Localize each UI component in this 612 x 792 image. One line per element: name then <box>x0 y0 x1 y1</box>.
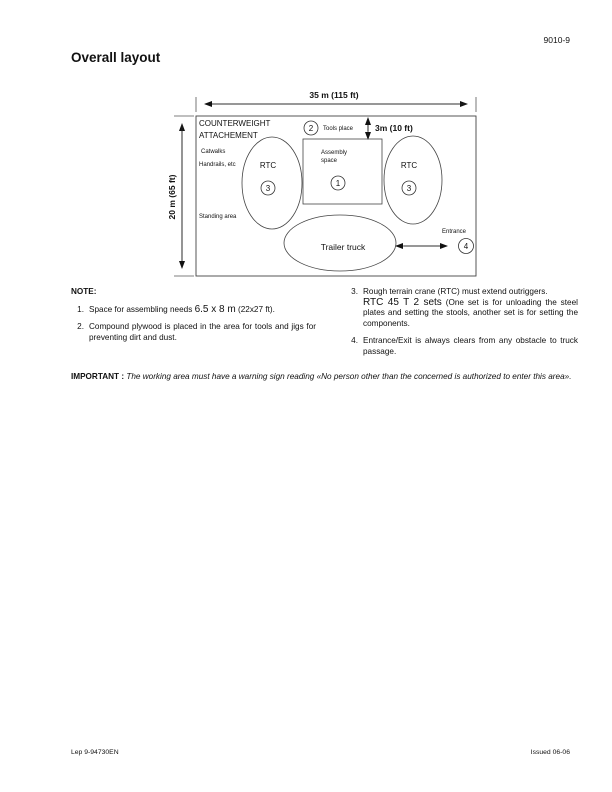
note-text-part: Rough terrain crane (RTC) must extend outriggers. <box>363 287 548 296</box>
assembly-number: 1 <box>335 179 341 188</box>
important-text: The working area must have a warning sign reading «No person other than the concerned is authorized to enter this area». <box>126 372 572 381</box>
footer-doc-ref: Lep 9-94730EN <box>71 749 119 756</box>
rtc-left-label: RTC <box>259 161 277 170</box>
tools-place <box>304 121 354 135</box>
note-text <box>89 305 316 316</box>
counterweight-label-line2: ATTACHEMENT <box>199 131 258 140</box>
counterweight-label-line1: COUNTERWEIGHT <box>199 119 271 128</box>
note-text: Compound plywood is placed in the area for tools and jigs for preventing dirt and dust. <box>89 322 316 342</box>
clearance-dimension <box>368 118 413 139</box>
important-label: IMPORTANT : <box>71 372 127 381</box>
note-number: 3. <box>351 287 358 296</box>
height-dimension <box>167 116 194 276</box>
note-item <box>346 287 578 329</box>
rtc-right-area <box>384 136 442 224</box>
height-dimension-label: 20 m (65 ft) <box>167 174 177 220</box>
note-text-part: Space for assembling needs <box>89 304 195 314</box>
entrance <box>396 229 474 254</box>
note-number: 2. <box>77 322 84 331</box>
assembly-space-area <box>303 139 382 204</box>
rtc-left-area <box>242 137 302 229</box>
note-text: Entrance/Exit is always clears from any obstacle to truck passage. <box>363 336 578 356</box>
note-item <box>346 336 578 357</box>
tools-place-label: Tools place <box>323 126 354 132</box>
note-number: 4. <box>351 336 358 345</box>
width-dimension-label: 35 m (115 ft) <box>309 90 359 100</box>
page-title: Overall layout <box>71 50 161 65</box>
entrance-number: 4 <box>463 242 469 251</box>
note-item <box>71 322 316 343</box>
rtc-right <box>384 136 442 224</box>
catwalks-label: Catwalks <box>201 149 226 155</box>
footer-issued: Issued 06-06 <box>530 749 570 756</box>
rtc-left <box>242 137 302 229</box>
tools-place-number: 2 <box>308 124 314 133</box>
rtc-left-number: 3 <box>265 184 271 193</box>
notes-heading: NOTE: <box>71 287 97 296</box>
handrails-label: Handrails, etc <box>199 162 236 168</box>
note-text <box>363 287 578 329</box>
clearance-label: 3m (10 ft) <box>375 123 413 133</box>
entrance-label: Entrance <box>441 229 467 235</box>
note-item <box>71 305 316 316</box>
assembly-space <box>303 139 382 204</box>
assembly-label-line1: Assembly <box>321 150 348 156</box>
notes-right-column <box>346 287 578 364</box>
width-dimension <box>196 90 476 112</box>
site-boundary <box>196 116 476 276</box>
page-number: 9010-9 <box>543 35 570 45</box>
note-text-part: (One set is for unloading the steel plates and setting the stools, another set is for setting the components. <box>363 297 578 328</box>
note-text-emphasis: RTC 45 T 2 sets <box>363 296 442 308</box>
trailer-truck-label: Trailer truck <box>320 242 366 252</box>
important-notice <box>71 371 579 382</box>
standing-area-label: Standing area <box>199 214 237 220</box>
trailer-truck <box>284 215 396 271</box>
assembly-label-line2: space <box>321 158 338 164</box>
note-number: 1. <box>77 304 84 314</box>
rtc-right-number: 3 <box>406 184 412 193</box>
notes-left-column <box>71 287 316 350</box>
note-text-part: (22x27 ft). <box>235 304 275 314</box>
rtc-right-label: RTC <box>400 161 418 170</box>
note-text-emphasis: 6.5 x 8 m <box>194 303 236 315</box>
